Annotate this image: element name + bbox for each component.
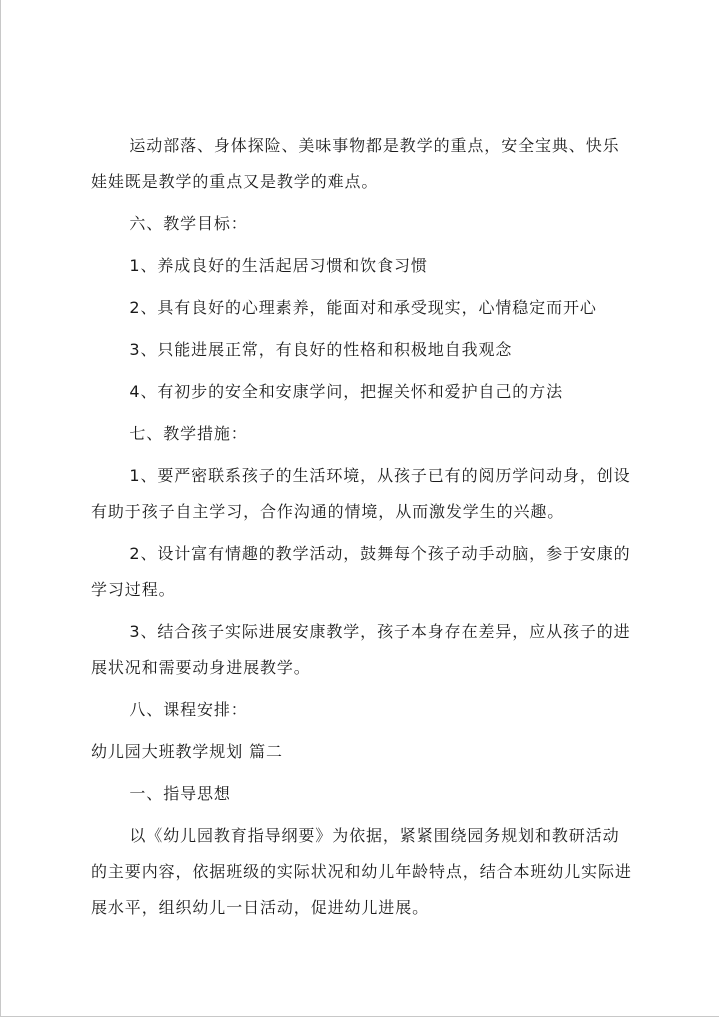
goal-item-3: 3、只能进展正常，有良好的性格和积极地自我观念 [129,340,513,359]
heading-teaching-measures: 七、教学措施： [129,424,248,443]
document-body [91,128,635,926]
goal-item-4: 4、有初步的安全和安康学问，把握关怀和爱护自己的方法 [129,382,563,401]
goal-item-2: 2、具有良好的心理素养，能面对和承受现实，心情稳定而开心 [129,298,597,317]
heading-teaching-goals: 六、教学目标： [129,214,248,233]
section-title-part-two: 幼儿园大班教学规划 篇二 [91,742,283,761]
heading-guiding-ideology: 一、指导思想 [129,784,231,803]
measure-item-2: 2、设计富有情趣的教学活动，鼓舞每个孩子动手动脑，参于安康的学习过程。 [91,544,631,599]
heading-course-schedule: 八、课程安排： [129,700,248,719]
paragraph-guiding-ideology: 以《幼儿园教育指导纲要》为依据，紧紧围绕园务规划和教研活动的主要内容，依据班级的实际状况和幼儿年龄特点，结合本班幼儿实际进展水平，组织幼儿一日活动，促进幼儿进展。 [91,826,632,917]
goal-item-1: 1、养成良好的生活起居习惯和饮食习惯 [129,256,428,275]
measure-item-1: 1、要严密联系孩子的生活环境，从孩子已有的阅历学问动身，创设有助于孩子自主学习，合作沟通的情境，从而激发学生的兴趣。 [91,466,631,521]
paragraph-focus-points: 运动部落、身体探险、美味事物都是教学的重点，安全宝典、快乐娃娃既是教学的重点又是教学的难点。 [91,136,620,191]
measure-item-3: 3、结合孩子实际进展安康教学，孩子本身存在差异，应从孩子的进展状况和需要动身进展教学。 [91,622,631,677]
